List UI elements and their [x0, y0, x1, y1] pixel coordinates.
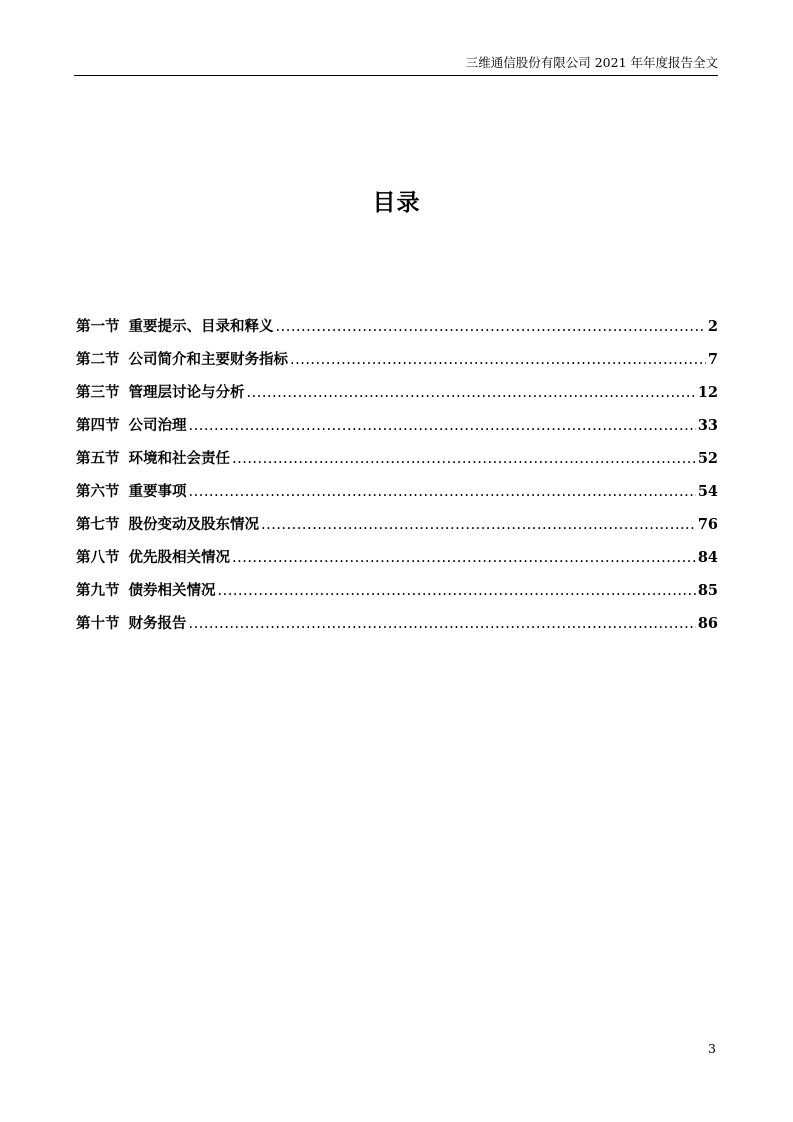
toc-dot-leader — [290, 349, 706, 371]
toc-entry[interactable] — [76, 514, 718, 547]
toc-page-number: 86 — [697, 615, 718, 632]
toc-page-number: 33 — [697, 417, 718, 434]
toc-entry[interactable] — [76, 580, 718, 613]
toc-section-name: 重要事项 — [128, 483, 187, 500]
toc-dot-leader — [261, 514, 696, 536]
toc-section-name: 公司简介和主要财务指标 — [128, 351, 288, 368]
toc-page-number: 2 — [707, 318, 718, 335]
toc-entry[interactable] — [76, 316, 718, 349]
toc-dot-leader — [247, 382, 696, 404]
toc-page-number: 54 — [697, 483, 718, 500]
toc-section-name: 股份变动及股东情况 — [128, 516, 259, 533]
toc-page-number: 76 — [697, 516, 718, 533]
toc-entry[interactable] — [76, 415, 718, 448]
toc-page-number: 7 — [707, 351, 718, 368]
toc-section-label: 第六节 — [76, 483, 120, 500]
toc-section-name: 重要提示、目录和释义 — [128, 318, 274, 335]
toc-dot-leader — [189, 613, 696, 635]
toc-section-label: 第五节 — [76, 450, 120, 467]
toc-entry[interactable] — [76, 547, 718, 580]
page-header — [74, 55, 718, 76]
header-text: 三维通信股份有限公司 2021 年年度报告全文 — [465, 55, 718, 70]
toc-page-number: 12 — [697, 384, 718, 401]
toc-section-name: 财务报告 — [128, 615, 187, 632]
toc-section-label: 第十节 — [76, 615, 120, 632]
toc-section-name: 债券相关情况 — [128, 582, 216, 599]
toc-section-name: 环境和社会责任 — [128, 450, 230, 467]
toc-dot-leader — [232, 448, 696, 470]
toc-dot-leader — [189, 481, 696, 503]
toc-section-label: 第三节 — [76, 384, 120, 401]
toc-entry[interactable] — [76, 613, 718, 646]
toc-section-label: 第四节 — [76, 417, 120, 434]
toc-dot-leader — [276, 316, 706, 338]
toc-dot-leader — [189, 415, 696, 437]
toc-section-name: 公司治理 — [128, 417, 187, 434]
toc-section-name: 管理层讨论与分析 — [128, 384, 245, 401]
toc-entry[interactable] — [76, 448, 718, 481]
toc-dot-leader — [218, 580, 696, 602]
toc-list — [76, 316, 718, 646]
toc-section-name: 优先股相关情况 — [128, 549, 230, 566]
toc-title: 目录 — [372, 189, 421, 216]
toc-entry[interactable] — [76, 349, 718, 382]
toc-section-label: 第八节 — [76, 549, 120, 566]
toc-entry[interactable] — [76, 481, 718, 514]
toc-page-number: 52 — [697, 450, 718, 467]
toc-section-label: 第一节 — [76, 318, 120, 335]
toc-section-label: 第七节 — [76, 516, 120, 533]
toc-dot-leader — [232, 547, 696, 569]
toc-section-label: 第九节 — [76, 582, 120, 599]
toc-entry[interactable] — [76, 382, 718, 415]
toc-page-number: 84 — [697, 549, 718, 566]
page-number: 3 — [708, 1041, 716, 1056]
toc-section-label: 第二节 — [76, 351, 120, 368]
toc-page-number: 85 — [697, 582, 718, 599]
